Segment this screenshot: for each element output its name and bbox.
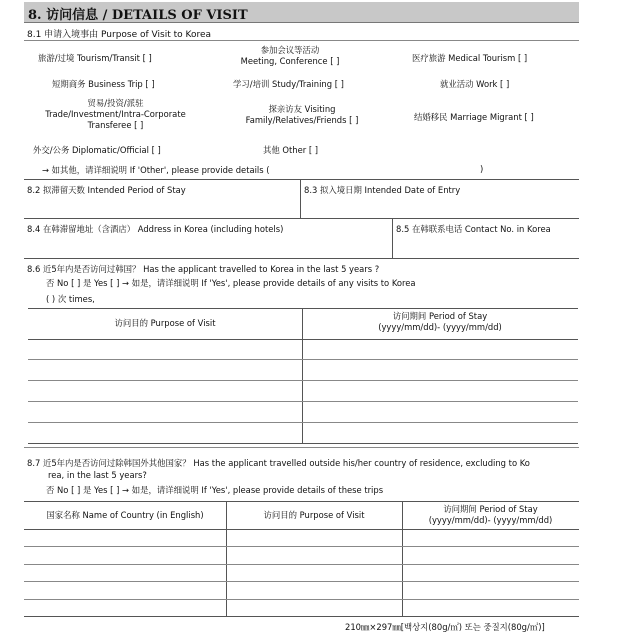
korea-visit-times[interactable]: ( ) 次 times,	[46, 294, 95, 304]
trips-col-period-format: (yyyy/mm/dd)- (yyyy/mm/dd)	[428, 515, 553, 525]
other-detail-close: )	[480, 164, 484, 174]
option-meeting-cn: 参加会议等活动	[260, 45, 320, 55]
table-border	[28, 308, 578, 309]
table-row[interactable]	[24, 581, 579, 582]
table-row[interactable]	[28, 339, 578, 340]
option-trade-en: Trade/Investment/Intra-Corporate	[45, 109, 186, 119]
korea-col-purpose: 访问目的 Purpose of Visit	[114, 318, 216, 328]
option-other[interactable]: 其他 Other [ ]	[263, 145, 319, 155]
table-row[interactable]	[28, 380, 578, 381]
section-header	[24, 2, 579, 23]
korea-col-period-label: 访问期间 Period of Stay	[392, 311, 488, 321]
option-trade-en2: Transferee [ ]	[87, 120, 144, 130]
divider	[24, 447, 579, 448]
table-row[interactable]	[28, 422, 578, 423]
option-business[interactable]: 短期商务 Business Trip [ ]	[52, 79, 155, 89]
divider	[24, 40, 579, 41]
option-meeting-en: Meeting, Conference [ ]	[240, 56, 340, 66]
divider	[392, 218, 393, 258]
table-border	[24, 616, 579, 617]
table-row[interactable]	[28, 359, 578, 360]
other-country-question: 8.7 近5年内是否访问过除韩国外其他国家？ Has the applicant travelled outside his/her country of residence, excluding to Ko	[27, 458, 530, 468]
divider	[24, 258, 579, 259]
table-row[interactable]	[24, 546, 579, 547]
korea-visit-question: 8.6 近5年内是否访问过韩国？ Has the applicant travelled to Korea in the last 5 years ?	[27, 264, 380, 274]
option-medical[interactable]: 医疗旅游 Medical Tourism [ ]	[412, 53, 528, 63]
option-marriage[interactable]: 结婚移民 Marriage Migrant [ ]	[414, 112, 534, 122]
table-row[interactable]	[28, 401, 578, 402]
option-family[interactable]	[218, 104, 386, 126]
address-label: 8.4 在韩滞留地址（含酒店） Address in Korea (including hotels)	[27, 224, 284, 234]
table-row[interactable]	[24, 564, 579, 565]
option-trade-cn: 贸易/投资/派驻	[87, 98, 144, 108]
option-trade[interactable]	[38, 98, 193, 131]
option-family-cn: 探亲访友 Visiting	[268, 104, 336, 114]
contact-label: 8.5 在韩联系电话 Contact No. in Korea	[396, 224, 551, 234]
table-row[interactable]	[24, 529, 579, 530]
option-meeting[interactable]	[222, 45, 358, 67]
table-row[interactable]	[24, 599, 579, 600]
other-detail-label: → 如其他，请详细说明 If 'Other', please provide details (	[42, 165, 270, 175]
divider	[300, 179, 301, 218]
korea-col-period-format: (yyyy/mm/dd)- (yyyy/mm/dd)	[378, 322, 502, 332]
korea-col-period	[302, 311, 578, 333]
trips-col-purpose: 访问目的 Purpose of Visit	[263, 510, 365, 520]
divider	[24, 179, 579, 180]
other-country-answer[interactable]: 否 No [ ] 是 Yes [ ] → 如是，请详细说明 If 'Yes', please provide details of these trips	[46, 485, 384, 495]
option-tourism[interactable]: 旅游/过境 Tourism/Transit [ ]	[38, 53, 152, 63]
trips-col-period-label: 访问期间 Period of Stay	[443, 504, 538, 514]
option-diplomatic[interactable]: 外交/公务 Diplomatic/Official [ ]	[33, 145, 161, 155]
korea-visit-answer[interactable]: 否 No [ ] 是 Yes [ ] → 如是，请详细说明 If 'Yes', please provide details of any visits to Korea	[46, 278, 416, 288]
trips-col-period	[402, 504, 579, 526]
paper-spec: 210㎜×297㎜[백상지(80g/㎡) 또는 중질지(80g/㎡)]	[345, 622, 545, 632]
option-work[interactable]: 就业活动 Work [ ]	[440, 79, 510, 89]
section-title: 8. 访问信息 / DETAILS OF VISIT	[28, 8, 248, 23]
option-study[interactable]: 学习/培训 Study/Training [ ]	[233, 79, 344, 89]
trips-col-country: 国家名称 Name of Country (in English)	[46, 510, 204, 520]
entry-date-label: 8.3 拟入境日期 Intended Date of Entry	[304, 185, 461, 195]
divider	[24, 218, 579, 219]
table-border	[28, 443, 578, 444]
purpose-title: 8.1 申请入境事由 Purpose of Visit to Korea	[27, 30, 211, 40]
other-country-question-cont: rea, in the last 5 years?	[48, 470, 147, 480]
option-family-en: Family/Relatives/Friends [ ]	[245, 115, 359, 125]
stay-period-label: 8.2 拟滞留天数 Intended Period of Stay	[27, 185, 186, 195]
table-border	[24, 501, 579, 502]
